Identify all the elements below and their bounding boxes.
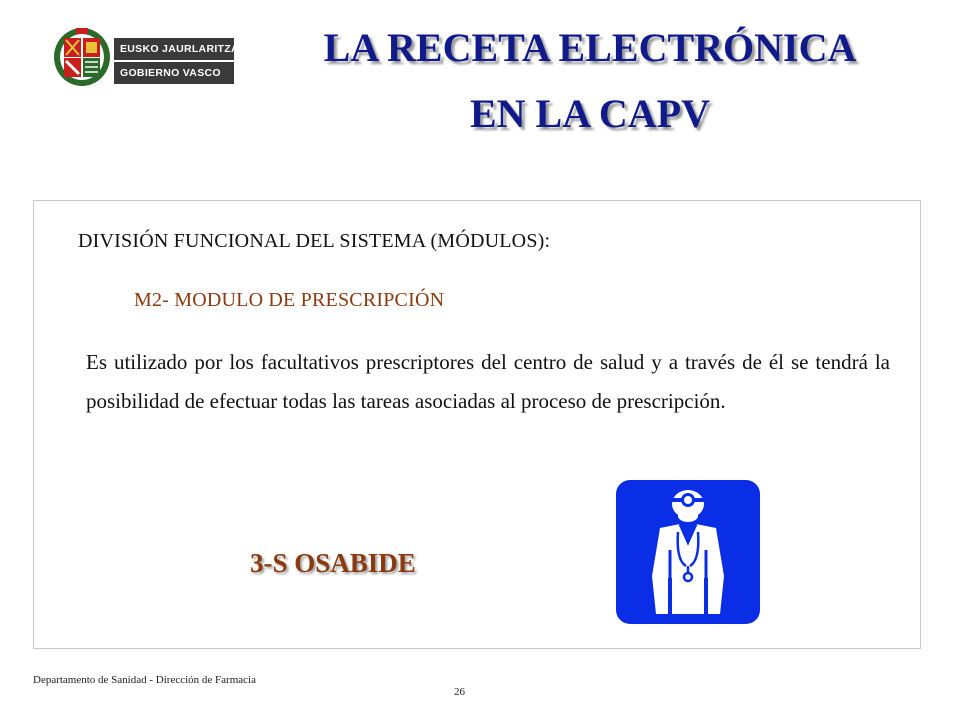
system-name: 3-S OSABIDE xyxy=(250,548,416,578)
page-number: 26 xyxy=(454,686,465,698)
doctor-pictogram-icon xyxy=(616,480,760,624)
page-title-line-1: LA RECETA ELECTRÓNICA xyxy=(323,25,857,70)
section-heading: DIVISIÓN FUNCIONAL DEL SISTEMA (MÓDULOS): xyxy=(78,230,551,252)
government-logo xyxy=(52,26,237,88)
module-description: Es utilizado por los facultativos prescriptores del centro de salud y a través de él se tendrá la posibilidad de efectuar todas las tareas asociadas al proceso de prescripción. xyxy=(86,350,890,413)
logo-bar-bottom xyxy=(114,62,234,84)
basque-government-shield-icon xyxy=(52,26,112,88)
logo-bar-top xyxy=(114,38,239,60)
module-subheading: M2- MODULO DE PRESCRIPCIÓN xyxy=(134,289,445,311)
footer-department: Departamento de Sanidad - Dirección de Farmacia xyxy=(33,674,256,686)
content-frame xyxy=(33,200,921,649)
logo-line-1: EUSKO JAURLARITZA xyxy=(120,43,239,55)
logo-line-2: GOBIERNO VASCO xyxy=(120,67,221,79)
page-title-line-2: EN LA CAPV xyxy=(469,91,711,136)
